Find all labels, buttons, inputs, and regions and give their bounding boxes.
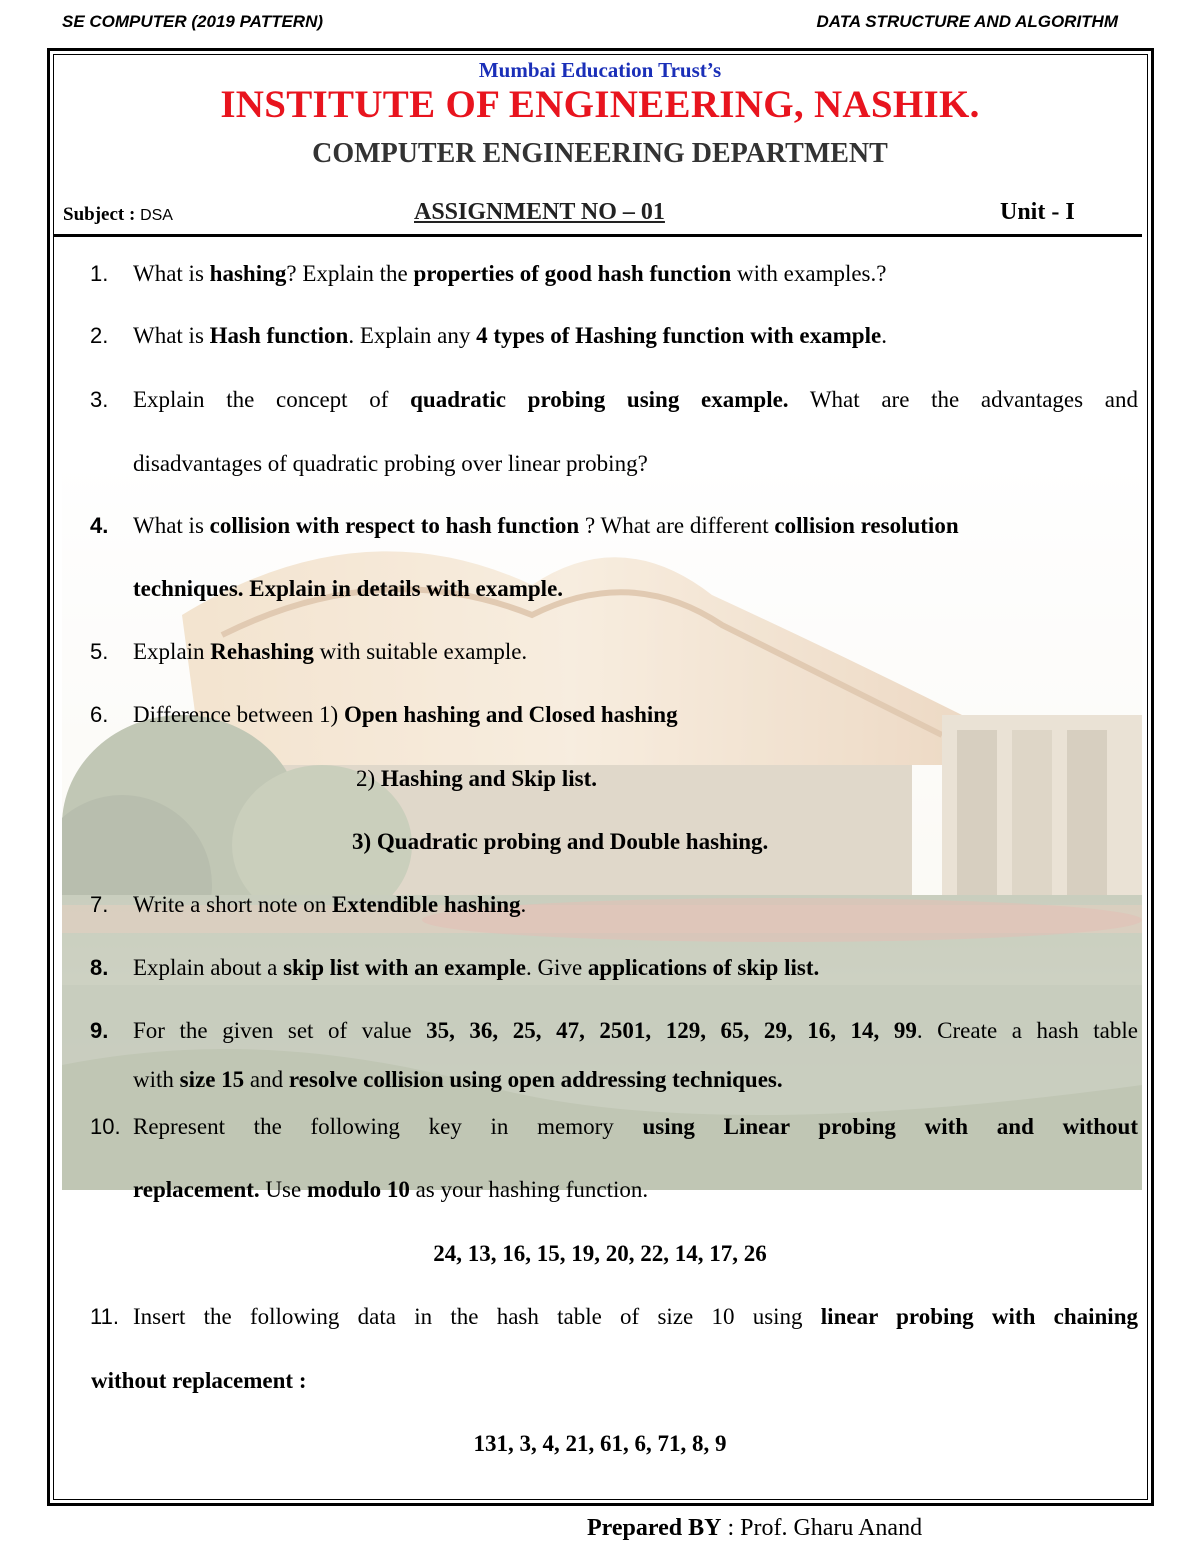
- question-text-line-2: techniques. Explain in details with example.: [133, 576, 564, 601]
- question-text: What is Hash function. Explain any 4 types of Hashing function with example.: [133, 323, 887, 348]
- question-text-line-2: disadvantages of quadratic probing over linear probing?: [133, 451, 648, 476]
- question-number: 5.: [90, 639, 109, 664]
- question-number: 10.: [90, 1114, 121, 1139]
- question-number: 11.: [90, 1304, 119, 1329]
- subject-value: DSA: [140, 207, 173, 224]
- subject-label: Subject :: [63, 204, 136, 225]
- question-6-item-2: 2) Hashing and Skip list.: [356, 766, 597, 791]
- question-text: Explain Rehashing with suitable example.: [133, 639, 528, 664]
- question-number: 2.: [90, 323, 109, 348]
- question-text: Difference between 1) Open hashing and Closed hashing: [133, 702, 678, 727]
- question-text: Write a short note on Extendible hashing.: [133, 892, 527, 917]
- question-text-line-1: What is collision with respect to hash function ? What are different collision resolution: [133, 513, 959, 538]
- question-text-line-1: Explain the concept of quadratic probing using example. What are the advantages and: [133, 387, 1138, 412]
- assignment-title: ASSIGNMENT NO – 01: [414, 199, 665, 225]
- institute-name: INSTITUTE OF ENGINEERING, NASHIK.: [220, 83, 980, 126]
- question-text: Explain about a skip list with an example. Give applications of skip list.: [133, 955, 820, 980]
- trust-name: Mumbai Education Trust’s: [478, 58, 722, 82]
- question-number: 3.: [90, 387, 109, 412]
- question-number: 4.: [90, 513, 109, 538]
- prepared-label: Prepared BY: [587, 1515, 722, 1541]
- question-10-data: 24, 13, 16, 15, 19, 20, 22, 14, 17, 26: [433, 1241, 767, 1266]
- course-subject: DATA STRUCTURE AND ALGORITHM: [816, 12, 1118, 31]
- question-number: 6.: [90, 702, 109, 727]
- subject-field: [63, 204, 173, 226]
- question-text-line-2: replacement. Use modulo 10 as your hashing function.: [133, 1177, 649, 1202]
- question-number: 9.: [90, 1018, 109, 1043]
- prepared-name: : Prof. Gharu Anand: [721, 1515, 923, 1541]
- header-divider: [54, 234, 1142, 237]
- unit-label: Unit - I: [1000, 199, 1075, 225]
- department-name: COMPUTER ENGINEERING DEPARTMENT: [312, 138, 888, 169]
- question-text-line-1: For the given set of value 35, 36, 25, 47, 2501, 129, 65, 29, 16, 14, 99. Create a hash table: [133, 1018, 1138, 1043]
- course-pattern: SE COMPUTER (2019 PATTERN): [62, 12, 324, 31]
- question-11-data: 131, 3, 4, 21, 61, 6, 71, 8, 9: [473, 1431, 727, 1456]
- question-text-line-2: with size 15 and resolve collision using open addressing techniques.: [133, 1067, 783, 1092]
- question-text-line-1: Insert the following data in the hash table of size 10 using linear probing with chaining: [133, 1304, 1138, 1329]
- question-11-continued: without replacement :: [91, 1368, 307, 1393]
- prepared-by: [587, 1515, 922, 1542]
- question-text: What is hashing? Explain the properties of good hash function with examples.?: [133, 261, 887, 286]
- question-number: 7.: [90, 892, 109, 917]
- question-number: 1.: [90, 261, 109, 286]
- question-number: 8.: [90, 955, 109, 980]
- running-header: [62, 12, 1118, 36]
- question-text-line-1: Represent the following key in memory using Linear probing with and without: [133, 1114, 1138, 1139]
- question-6-item-3: 3) Quadratic probing and Double hashing.: [352, 829, 769, 854]
